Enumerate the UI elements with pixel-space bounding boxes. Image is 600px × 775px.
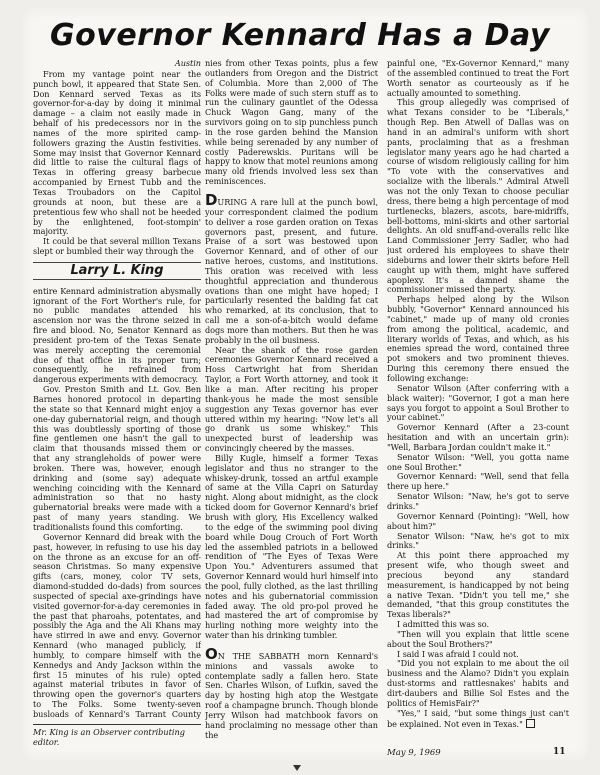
paragraph: Governor Kennard (After a 23-count hesitation and with an uncertain grin): "Well, Barbara Jordan couldn't make it."	[387, 422, 569, 452]
drop-cap: O	[205, 644, 218, 663]
paragraph: "Did you not explain to me about the oil business and the Alamo? Didn't you explain dust-storms and rattlesnakes' habits and dirt-daubers and Billie Sol Estes and the politics of HemisFair?"	[387, 658, 569, 708]
paragraph: entire Kennard administration abysmally ignorant of the Fort Worther's rule, for no public mandates attended his ascension nor was the throne seized in fire and blood. No, Senator Kennard as president pro-tem of the Texas Senate was merely accepting the ceremonial due of that office in its proper turn; consequently, he refrained from dangerous experiments with democracy.	[33, 285, 201, 385]
paragraph: Billy Kugle, himself a former Texas legislator and thus no stranger to the whiskey-drunk, tossed an artful example of same at the Villa Capri on Saturday night. Along about midnight, as the clock ticked doom for Governor Kennard's brief brush with glory, His Excellency walked to the edge of the swimming pool diving board while Doug Crouch of Fort Worth led the assembled patriots in a bellowed rendition of "The Eyes of Texas Were Upon You." Adventurers assumed that Governor Kennard would hurl himself into the pool, fully clothed, as the last thrilling notes and his gubernatorial commission faded away. The old pro-pol proved he had mastered the art of compromise by hurling nothing more weighty into the water than his drinking tumbler.	[205, 452, 378, 641]
paragraph: This group allegedly was comprised of what Texans consider to be "Liberals," though Rep. Ben Atwell of Dallas was on hand in an admiral's uniform with short pants, proclaiming that as a freshman legislator many years ago he had charted a course of wisdom religiously calling for him "To vote with the conservatives and socialize with the liberals." Admiral Atwell was not the only Texan to choose peculiar dress, there being a high percentage of mod turtlenecks, blazers, ascots, bare-midriffs, bell-bottoms, mini-skirts and other sartorial delights. An old snuff-and-overalls relic like Land Commissioner Jerry Sadler, who had just ordered his employees to shave their sideburns and lower their skirts before Hell caught up with them, might have suffered apoplexy. It's a damned shame the commissioner missed the party.	[387, 97, 569, 295]
paragraph: Governor Kennard (Pointing): "Well, how about him?"	[387, 510, 569, 531]
column-2	[205, 59, 378, 749]
paragraph: Governor Kennard did break with the past, however, in refusing to use his day on the throne as an excuse for an off-season Christmas. So many expensive gifts (cars, money, color TV sets, diamond-studded do-dads) from sources suspected of special axe-grindings have visited governor-for-a-day ceremonies in the past that pharoahs, potentates, and possibly the Aga and the Ali Khans may have stirred in awe and envy. Governor Kennard (who managed publicly, if humbly, to compare himself with the Kennedys and Andy Jackson within the first 15 minutes of his rule) opted against material tributes in favor of throwing open the governor's quarters to The Folks. Some twenty-seven busloads of Kennard's Tarrant County	[33, 531, 201, 719]
paragraph: I admitted this was so.	[397, 619, 490, 630]
paragraph: Governor Kennard: "Well, send that fella there up here."	[387, 471, 569, 492]
section-paragraph	[205, 190, 378, 346]
paragraph: Near the shank of the rose garden ceremonies Governor Kennard received a Hoss Cartwright hat from Sheridan Taylor, a Fort Worth attorney, and took it like a man. After reciting his proper thank-yous he made the most sensible suggestion any Texas governor has ever uttered within my hearing: "Now let's all go drank us some whiskey." This unexpected burst of leadership was convincingly cheered by the masses.	[205, 344, 378, 454]
paragraph: At this point there approached my present wife, who though sweet and precious beyond any standard measurement, is handicapped by not being a native Texan. "Didn't you tell me," she demanded, "that this group constitutes the Texas liberals?"	[387, 550, 569, 620]
paragraph: It could be that several million Texans slept or bumbled their way through the	[33, 236, 201, 257]
paragraph: nies from other Texas points, plus a few outlanders from Oregon and the District of Columbia. More than 2,000 of The Folks were made of such stern stuff as to run the culinary gauntlet of the Odessa Chuck Wagon Gang, many of the survivors going on to sip punchless punch in the rose garden behind the Mansion while being serenaded by any number of costly Paderewskis. Puritans will be happy to know that motel reunions among many old friends involved less sex than reminiscences.	[205, 59, 378, 187]
author-bio: Mr. King is an Observer contributing editor.	[33, 724, 201, 748]
paragraph: Senator Wilson: "Naw, he's got to serve drinks."	[387, 491, 569, 511]
paragraph: Senator Wilson (After conferring with a black waiter): "Governor, I got a man here says you forgot to appoint a Soul Brother to your cabinet."	[387, 382, 569, 423]
paragraph: From my vantage point near the punch bowl, it appeared that State Sen. Don Kennard served Texas as its governor-for-a-day by doing it minimal damage – a claim not easily made in behalf of his predecessors nor in the names of the more spirited camp-followers grazing the Austin festivities. Some may insist that Governor Kennard did little to raise the cultural flags of Texas in offering greasy barbecue accompanied by Ernest Tubb and the Texas Troubadors on the Capitol grounds at noon, but these are a pretentious few who shall not be heeded by the enlightened, foot-stompin' majority.	[33, 68, 201, 237]
paragraph: Gov. Preston Smith and Lt. Gov. Ben Barnes honored protocol in departing the state so that Kennard might enjoy a one-day gubernatorial reign, and though this was doubtlessly sporting of those fine gentlemen one hasn't the gall to claim that thousands missed them or that any strangleholds of power were broken. There was, however, enough drinking and (some say) adequate wenching coinciding with the Kennard administration so that no hasty gubernatorial breaks were made with a past of many years standing. We traditionalists found this comforting.	[33, 384, 201, 532]
paragraph: "Then will you explain that little scene about the Soul Brothers?"	[387, 628, 569, 649]
column-3	[387, 59, 569, 737]
paragraph: Senator Wilson: "Well, you gotta name one Soul Brother."	[387, 451, 569, 472]
paragraph-text: "Yes," I said, "but some things just can't be explained. Not even in Texas."	[387, 707, 569, 729]
drop-cap: D	[205, 190, 218, 209]
paragraph: Senator Wilson: "Naw, he's got to mix drinks."	[387, 530, 569, 551]
column-1	[33, 59, 201, 719]
binding-mark-icon	[293, 765, 301, 771]
issue-date: May 9, 1969	[387, 748, 441, 758]
article-title: Governor Kennard Has a Day	[50, 18, 550, 53]
paragraph: I said I was afraid I could not.	[397, 648, 519, 659]
paragraph: painful one, "Ex-Governor Kennard," many of the assembled continued to treat the Fort Worth senator as courteously as if he actually amounted to something.	[387, 59, 569, 98]
end-mark-icon	[526, 719, 535, 728]
page-number: 11	[553, 747, 566, 757]
author-byline: Larry L. King	[33, 262, 201, 280]
paragraph-text: N THE SABBATH morn Kennard's minions and vassals awoke to contemplate sadly a fallen hero. State Sen. Charles Wilson, of Lufkin, saved the day by hosting high atop the Westgate roof a champagne brunch. Though blonde Jerry Wilson had matchbook favors on hand proclaiming no message other than the	[205, 650, 378, 740]
final-paragraph	[387, 709, 569, 730]
dateline: Austin	[174, 59, 201, 68]
paragraph: Perhaps helped along by the Wilson bubbly, "Governor" Kennard announced his "cabinet," made up of many old cronies from among the political, academic, and literary worlds of Texas, and which, as his enemies spread the word, contained three pot smokers and two prominent thieves. During this ceremony there ensued the following exchange:	[387, 294, 569, 383]
paragraph-text: URING A rare lull at the punch bowl, your correspondent claimed the podium to deliver a rose garden oration on Texas governors past, present, and future. Praise of a sort was bestowed upon Governor Kennard, and of other of our native heroes, customs, and institutions. This oration was received with less thoughtful appreciation and thunderous ovations than one might have hoped; I particularly resented the balding fat cat who remarked, at its conclusion, that to call me a son-of-a-bitch would defame dogs more than mothers. But then he was probably in the oil business.	[205, 196, 378, 345]
section-paragraph	[205, 644, 378, 741]
